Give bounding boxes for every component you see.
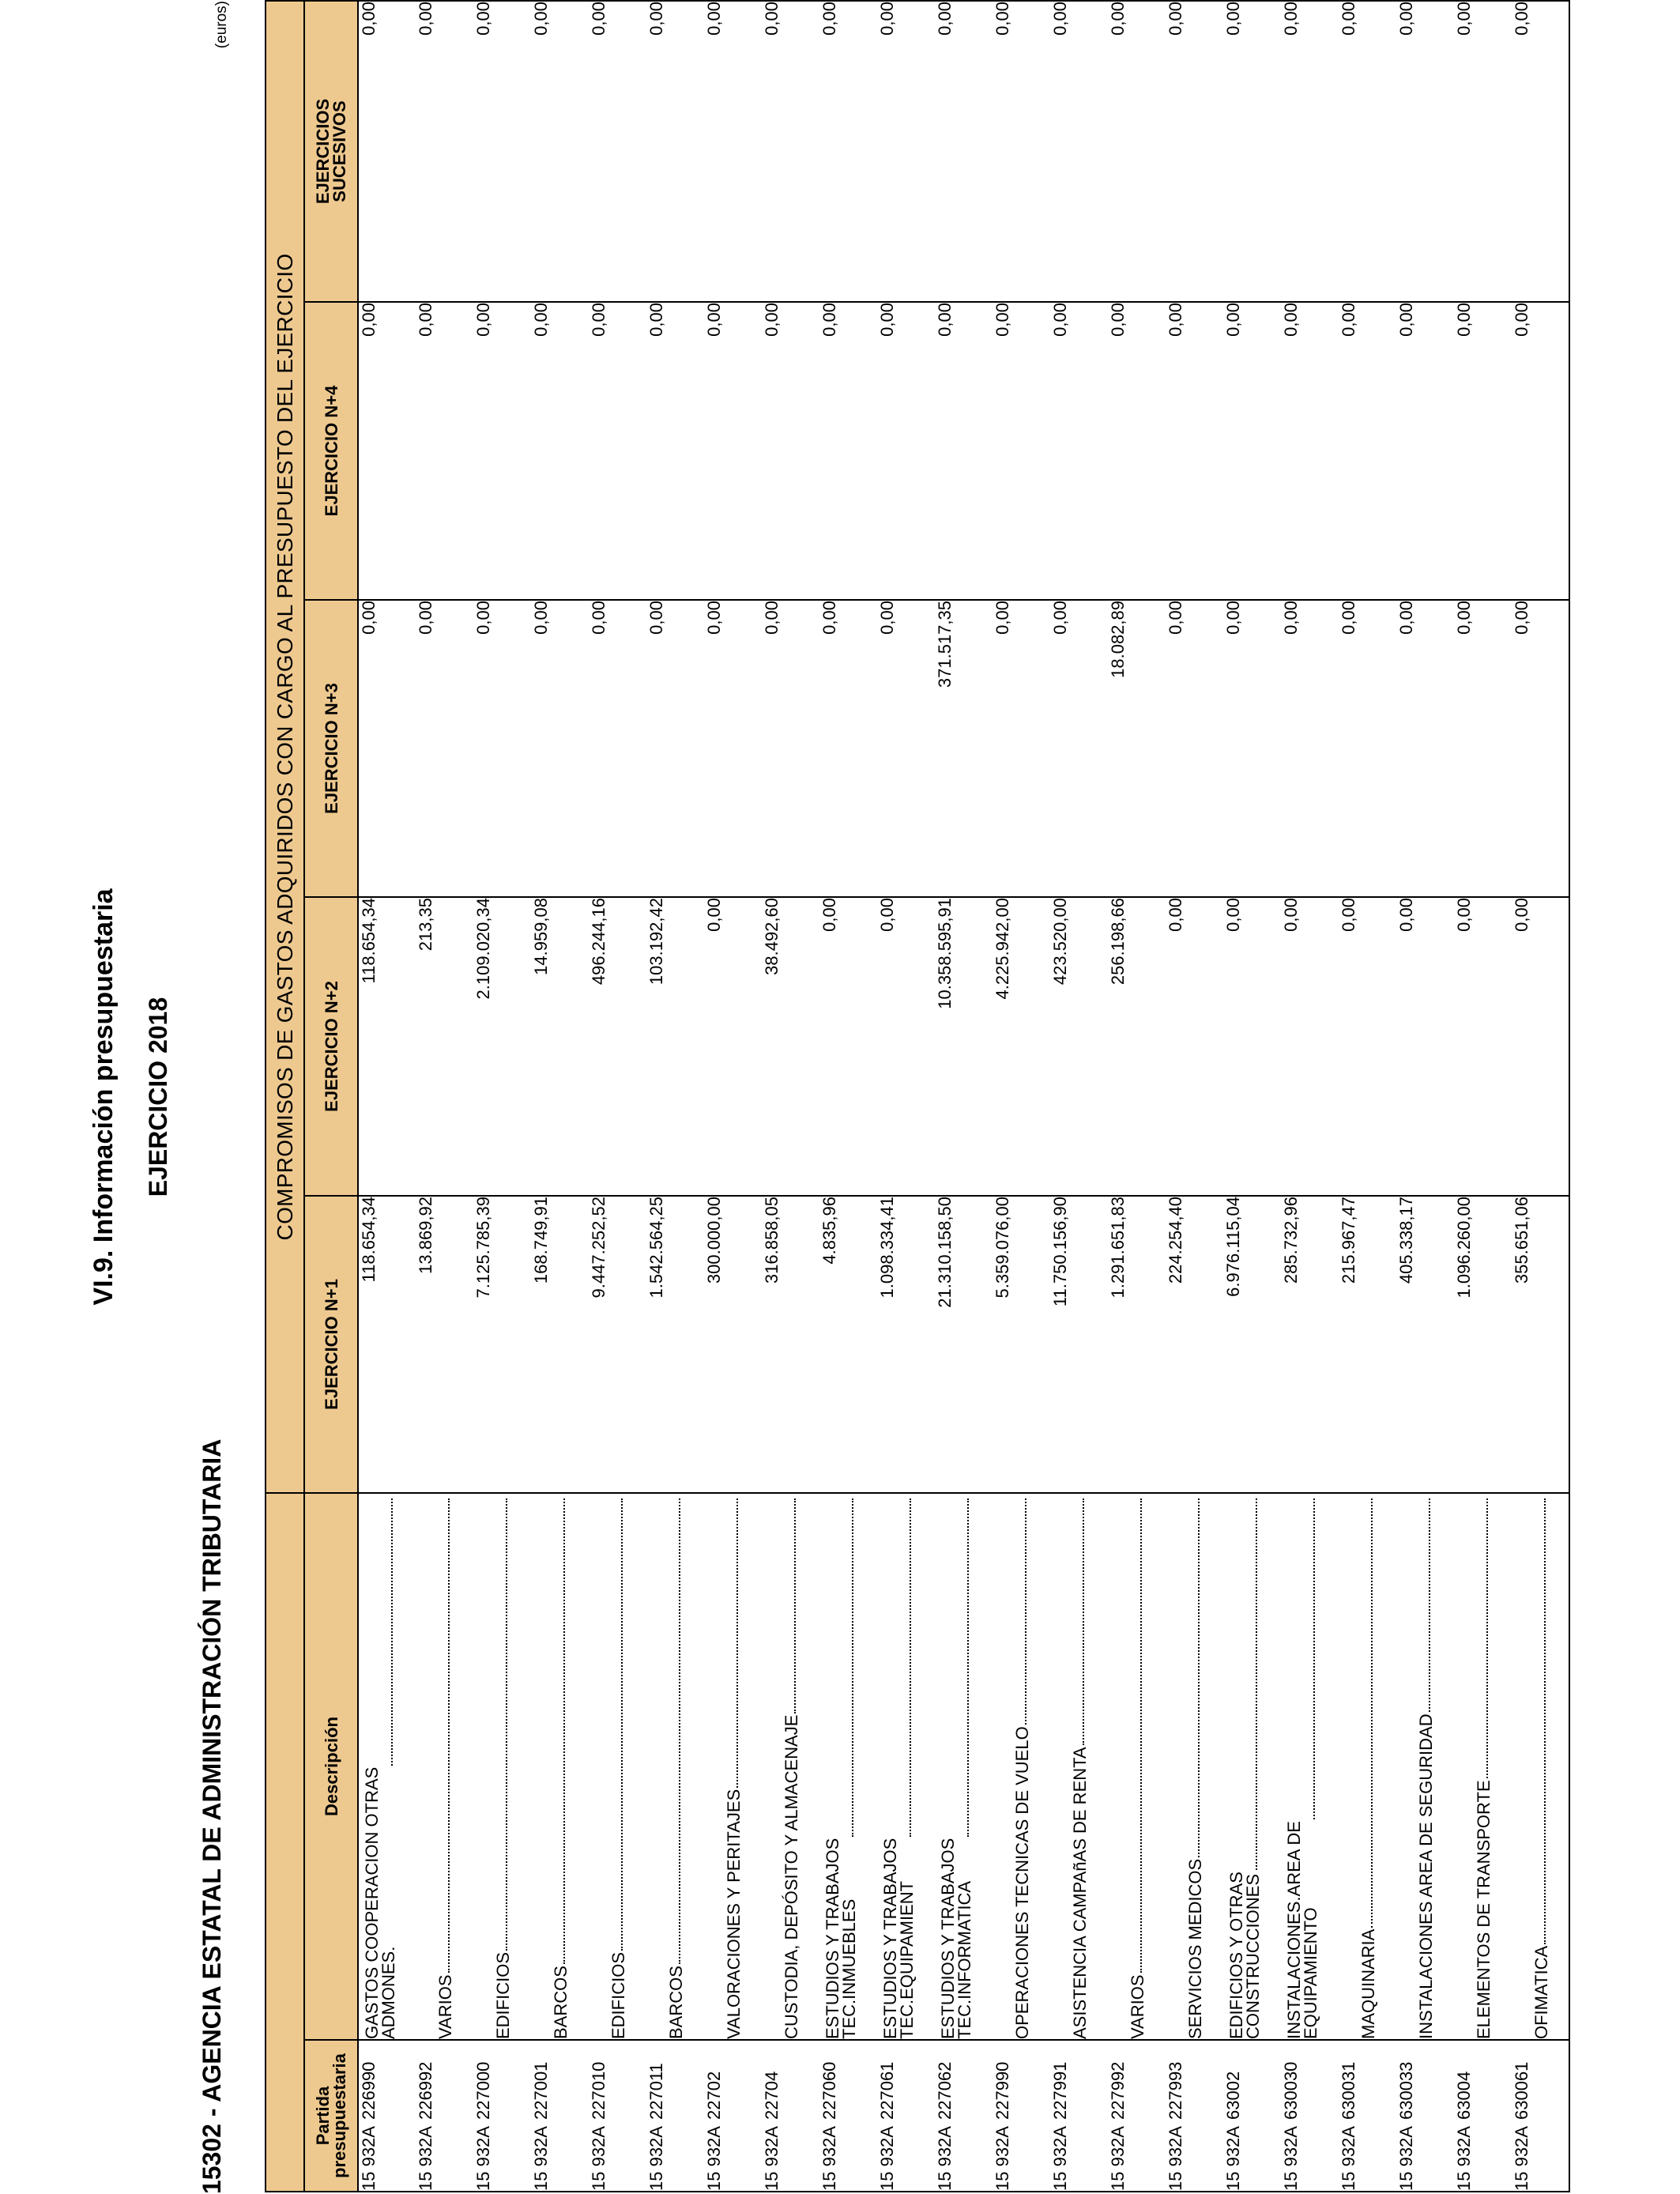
value-n2: 0,00 xyxy=(1512,897,1569,1196)
table-row xyxy=(1454,1,1512,2192)
description-cell xyxy=(1396,1493,1454,2040)
table-row xyxy=(1050,1,1108,2192)
description-text: ELEMENTOS DE TRANSPORTE xyxy=(1474,1780,1494,2039)
partida-cell xyxy=(416,2040,473,2192)
value-n4: 0,00 xyxy=(646,302,704,600)
program-code: 15 932A xyxy=(704,2126,724,2191)
value-n3: 0,00 xyxy=(531,600,589,897)
table-body xyxy=(358,1,1569,2192)
value-n2: 0,00 xyxy=(877,897,935,1196)
value-n3: 0,00 xyxy=(1281,600,1339,897)
value-n2: 118.654,34 xyxy=(358,897,416,1196)
value-n3: 0,00 xyxy=(1166,600,1223,897)
dot-leader xyxy=(1428,1498,1430,1712)
col-header-n4: EJERCICIO N+4 xyxy=(304,302,358,600)
description-text: EDIFICIOS xyxy=(608,1951,628,2039)
table-row xyxy=(819,1,877,2192)
value-n2: 0,00 xyxy=(1166,897,1223,1196)
description-text: ESTUDIOS Y TRABAJOS TEC.INMUEBLES xyxy=(823,1838,859,2039)
partida-cell xyxy=(993,2040,1050,2192)
partida-cell xyxy=(473,2040,531,2192)
value-sucesivos: 0,00 xyxy=(1512,1,1569,302)
value-n4: 0,00 xyxy=(1166,302,1223,600)
value-n1: 355.651,06 xyxy=(1512,1196,1569,1493)
dot-leader xyxy=(736,1498,738,1788)
value-sucesivos: 0,00 xyxy=(704,1,762,302)
value-n1: 300.000,00 xyxy=(704,1196,762,1493)
value-n4: 0,00 xyxy=(993,302,1050,600)
dot-leader xyxy=(1082,1498,1084,1745)
value-n2: 256.198,66 xyxy=(1108,897,1166,1196)
partida-cell xyxy=(646,2040,704,2192)
table-row xyxy=(358,1,416,2192)
value-n4: 0,00 xyxy=(358,302,416,600)
description-cell xyxy=(416,1493,473,2040)
value-n2: 103.192,42 xyxy=(646,897,704,1196)
value-n2: 0,00 xyxy=(1223,897,1281,1196)
program-code: 15 932A xyxy=(1281,2126,1301,2191)
value-n3: 18.082,89 xyxy=(1108,600,1166,897)
dot-leader xyxy=(447,1498,450,1973)
value-n1: 13.869,92 xyxy=(416,1196,473,1493)
value-n2: 38.492,60 xyxy=(762,897,819,1196)
value-n3: 0,00 xyxy=(1050,600,1108,897)
partida-cell xyxy=(1281,2040,1339,2192)
partida-code: 227992 xyxy=(1108,2061,1128,2120)
value-n1: 1.542.564,25 xyxy=(646,1196,704,1493)
program-code: 15 932A xyxy=(531,2126,551,2191)
value-sucesivos: 0,00 xyxy=(1396,1,1454,302)
value-sucesivos: 0,00 xyxy=(1108,1,1166,302)
description-text: INSTALACIONES AREA DE SEGURIDAD xyxy=(1416,1713,1436,2039)
partida-cell xyxy=(1050,2040,1108,2192)
partida-code: 630031 xyxy=(1339,2061,1358,2120)
description-text: VALORACIONES Y PERITAJES xyxy=(724,1789,744,2039)
description-text: EDIFICIOS xyxy=(493,1951,513,2039)
value-sucesivos: 0,00 xyxy=(1050,1,1108,302)
value-n4: 0,00 xyxy=(589,302,646,600)
value-n2: 423.520,00 xyxy=(1050,897,1108,1196)
program-code: 15 932A xyxy=(1454,2126,1474,2191)
table-row xyxy=(1223,1,1281,2192)
value-sucesivos: 0,00 xyxy=(877,1,935,302)
partida-cell xyxy=(704,2040,762,2192)
value-n3: 0,00 xyxy=(1339,600,1396,897)
value-n4: 0,00 xyxy=(935,302,993,600)
partida-code: 630030 xyxy=(1281,2061,1301,2120)
description-text: BARCOS xyxy=(551,1966,571,2039)
value-n3: 0,00 xyxy=(589,600,646,897)
col-header-n1: EJERCICIO N+1 xyxy=(304,1196,358,1493)
partida-code: 227000 xyxy=(473,2061,493,2120)
table-row xyxy=(704,1,762,2192)
table-row xyxy=(1108,1,1166,2192)
table-row xyxy=(935,1,993,2192)
value-n1: 5.359.076,00 xyxy=(993,1196,1050,1493)
value-n1: 21.310.158,50 xyxy=(935,1196,993,1493)
value-sucesivos: 0,00 xyxy=(819,1,877,302)
dot-leader xyxy=(1313,1498,1315,1819)
description-cell xyxy=(646,1493,704,2040)
dot-leader xyxy=(1486,1498,1488,1778)
dot-leader xyxy=(678,1498,680,1964)
description-text: VARIOS xyxy=(435,1974,455,2039)
description-cell xyxy=(1454,1493,1512,2040)
value-sucesivos: 0,00 xyxy=(1454,1,1512,302)
value-n3: 0,00 xyxy=(1223,600,1281,897)
table-row xyxy=(1281,1,1339,2192)
program-code: 15 932A xyxy=(935,2126,955,2191)
value-n2: 10.358.595,91 xyxy=(935,897,993,1196)
value-n4: 0,00 xyxy=(819,302,877,600)
value-sucesivos: 0,00 xyxy=(935,1,993,302)
description-text: ASISTENCIA CAMPAñAS DE RENTA xyxy=(1070,1747,1090,2039)
value-n1: 316.858,05 xyxy=(762,1196,819,1493)
value-n3: 0,00 xyxy=(993,600,1050,897)
value-n2: 496.244,16 xyxy=(589,897,646,1196)
value-sucesivos: 0,00 xyxy=(1281,1,1339,302)
description-cell xyxy=(1108,1493,1166,2040)
program-code: 15 932A xyxy=(416,2126,435,2191)
description-text: ESTUDIOS Y TRABAJOS TEC.EQUIPAMIENT xyxy=(880,1838,917,2039)
partida-cell xyxy=(1396,2040,1454,2192)
value-sucesivos: 0,00 xyxy=(1339,1,1396,302)
partida-cell xyxy=(358,2040,416,2192)
value-n3: 371.517,35 xyxy=(935,600,993,897)
value-n1: 405.338,17 xyxy=(1396,1196,1454,1493)
partida-cell xyxy=(1454,2040,1512,2192)
description-cell xyxy=(1512,1493,1569,2040)
table-row xyxy=(762,1,819,2192)
value-n4: 0,00 xyxy=(704,302,762,600)
description-cell xyxy=(1223,1493,1281,2040)
value-n4: 0,00 xyxy=(1396,302,1454,600)
value-n4: 0,00 xyxy=(1454,302,1512,600)
program-code: 15 932A xyxy=(1108,2126,1128,2191)
description-cell xyxy=(877,1493,935,2040)
partida-code: 227001 xyxy=(531,2061,551,2120)
partida-cell xyxy=(1166,2040,1223,2192)
program-code: 15 932A xyxy=(646,2126,666,2191)
partida-code: 227991 xyxy=(1050,2061,1070,2120)
partida-code: 227990 xyxy=(993,2061,1012,2120)
dot-leader xyxy=(620,1498,623,1951)
program-code: 15 932A xyxy=(1166,2126,1185,2191)
value-n1: 1.098.334,41 xyxy=(877,1196,935,1493)
partida-cell xyxy=(1339,2040,1396,2192)
value-n3: 0,00 xyxy=(1396,600,1454,897)
partida-cell xyxy=(819,2040,877,2192)
description-cell xyxy=(531,1493,589,2040)
dot-leader xyxy=(966,1498,969,1837)
dot-leader xyxy=(505,1498,507,1951)
value-n4: 0,00 xyxy=(1512,302,1569,600)
partida-cell xyxy=(935,2040,993,2192)
table-row xyxy=(1512,1,1569,2192)
partida-cell xyxy=(1223,2040,1281,2192)
value-n3: 0,00 xyxy=(358,600,416,897)
value-n3: 0,00 xyxy=(473,600,531,897)
description-text: INSTALACIONES.AREA DE EQUIPAMIENTO xyxy=(1284,1821,1320,2039)
description-cell xyxy=(935,1493,993,2040)
description-cell xyxy=(589,1493,646,2040)
description-text: VARIOS xyxy=(1128,1974,1147,2039)
value-n1: 6.976.115,04 xyxy=(1223,1196,1281,1493)
program-code: 15 932A xyxy=(877,2126,897,2191)
program-code: 15 932A xyxy=(1339,2126,1358,2191)
col-header-n2: EJERCICIO N+2 xyxy=(304,897,358,1196)
partida-cell xyxy=(1512,2040,1569,2192)
dot-leader xyxy=(1024,1498,1026,1725)
value-n1: 4.835,96 xyxy=(819,1196,877,1493)
partida-code: 227062 xyxy=(935,2061,955,2120)
description-cell xyxy=(358,1493,416,2040)
value-n3: 0,00 xyxy=(704,600,762,897)
dot-leader xyxy=(851,1498,853,1837)
description-cell xyxy=(704,1493,762,2040)
value-n4: 0,00 xyxy=(473,302,531,600)
table-row xyxy=(993,1,1050,2192)
entity-title: 15302 - AGENCIA ESTATAL DE ADMINISTRACIÓN TRIBUTARIA xyxy=(198,1438,226,2194)
partida-code: 630061 xyxy=(1512,2061,1531,2120)
description-text: OPERACIONES TECNICAS DE VUELO xyxy=(1012,1726,1032,2039)
value-n2: 4.225.942,00 xyxy=(993,897,1050,1196)
partida-code: 63002 xyxy=(1223,2071,1243,2120)
value-n4: 0,00 xyxy=(531,302,589,600)
value-n2: 0,00 xyxy=(1396,897,1454,1196)
value-n1: 1.096.260,00 xyxy=(1454,1196,1512,1493)
col-header-partida: Partida presupuestaria xyxy=(304,2040,358,2192)
table-row xyxy=(1339,1,1396,2192)
description-cell xyxy=(762,1493,819,2040)
partida-code: 630033 xyxy=(1396,2061,1416,2120)
description-cell xyxy=(1339,1493,1396,2040)
value-n1: 11.750.156,90 xyxy=(1050,1196,1108,1493)
table-row xyxy=(646,1,704,2192)
partida-code: 22702 xyxy=(704,2071,724,2120)
table-row xyxy=(1166,1,1223,2192)
section-title: VI.9. Información presupuestaria xyxy=(89,888,119,1306)
value-n3: 0,00 xyxy=(646,600,704,897)
value-sucesivos: 0,00 xyxy=(589,1,646,302)
dot-leader xyxy=(1255,1498,1257,1870)
value-n3: 0,00 xyxy=(819,600,877,897)
program-code: 15 932A xyxy=(473,2126,493,2191)
partida-cell xyxy=(877,2040,935,2192)
units-label: (euros) xyxy=(213,1,230,49)
description-cell xyxy=(819,1493,877,2040)
description-cell xyxy=(993,1493,1050,2040)
table-row xyxy=(589,1,646,2192)
partida-cell xyxy=(589,2040,646,2192)
program-code: 15 932A xyxy=(1050,2126,1070,2191)
value-n1: 7.125.785,39 xyxy=(473,1196,531,1493)
description-text: SERVICIOS MEDICOS xyxy=(1185,1858,1205,2039)
partida-code: 227993 xyxy=(1166,2061,1185,2120)
partida-code: 226990 xyxy=(359,2061,379,2120)
value-n4: 0,00 xyxy=(416,302,473,600)
group-header: COMPROMISOS DE GASTOS ADQUIRIDOS CON CARGO AL PRESUPUESTO DEL EJERCICIO xyxy=(266,1,304,1493)
value-n2: 0,00 xyxy=(704,897,762,1196)
value-n2: 0,00 xyxy=(819,897,877,1196)
commitments-table xyxy=(265,0,1570,2192)
value-n1: 285.732,96 xyxy=(1281,1196,1339,1493)
col-header-descripcion: Descripción xyxy=(304,1493,358,2040)
program-code: 15 932A xyxy=(762,2126,782,2191)
partida-code: 227011 xyxy=(646,2063,666,2120)
year-title: EJERCICIO 2018 xyxy=(144,997,172,1197)
value-n1: 9.447.252,52 xyxy=(589,1196,646,1493)
description-text: EDIFICIOS Y OTRAS CONSTRUCCIONES xyxy=(1226,1872,1263,2039)
col-header-sucesivos: EJERCICIOS SUCESIVOS xyxy=(304,1,358,302)
program-code: 15 932A xyxy=(993,2126,1012,2191)
value-sucesivos: 0,00 xyxy=(993,1,1050,302)
dot-leader xyxy=(390,1498,393,1766)
value-n3: 0,00 xyxy=(416,600,473,897)
program-code: 15 932A xyxy=(359,2126,379,2191)
table-row xyxy=(1396,1,1454,2192)
program-code: 15 932A xyxy=(1512,2126,1531,2191)
value-n4: 0,00 xyxy=(1223,302,1281,600)
description-cell xyxy=(1050,1493,1108,2040)
program-code: 15 932A xyxy=(1223,2126,1243,2191)
value-n1: 168.749,91 xyxy=(531,1196,589,1493)
table-row xyxy=(416,1,473,2192)
partida-code: 226992 xyxy=(416,2061,435,2120)
partida-cell xyxy=(531,2040,589,2192)
value-n2: 0,00 xyxy=(1281,897,1339,1196)
value-n2: 213,35 xyxy=(416,897,473,1196)
table-row xyxy=(877,1,935,2192)
value-n1: 215.967,47 xyxy=(1339,1196,1396,1493)
value-sucesivos: 0,00 xyxy=(473,1,531,302)
description-cell xyxy=(473,1493,531,2040)
description-cell xyxy=(1166,1493,1223,2040)
value-n2: 0,00 xyxy=(1339,897,1396,1196)
header-band xyxy=(266,1493,304,2192)
dot-leader xyxy=(793,1498,796,1713)
value-sucesivos: 0,00 xyxy=(1223,1,1281,302)
col-header-n3: EJERCICIO N+3 xyxy=(304,600,358,897)
description-text: CUSTODIA, DEPÓSITO Y ALMACENAJE xyxy=(782,1714,801,2039)
value-sucesivos: 0,00 xyxy=(531,1,589,302)
program-code: 15 932A xyxy=(1396,2126,1416,2191)
partida-code: 227061 xyxy=(877,2061,897,2120)
program-code: 15 932A xyxy=(819,2126,839,2191)
value-n3: 0,00 xyxy=(1454,600,1512,897)
description-text: OFIMATICA xyxy=(1531,1945,1551,2039)
value-n1: 118.654,34 xyxy=(358,1196,416,1493)
value-n4: 0,00 xyxy=(1281,302,1339,600)
description-cell xyxy=(1281,1493,1339,2040)
value-n2: 2.109.020,34 xyxy=(473,897,531,1196)
partida-code: 227060 xyxy=(819,2061,839,2120)
description-text: GASTOS COOPERACION OTRAS ADMONES. xyxy=(362,1766,398,2039)
value-sucesivos: 0,00 xyxy=(358,1,416,302)
value-n4: 0,00 xyxy=(1339,302,1396,600)
value-n2: 0,00 xyxy=(1454,897,1512,1196)
value-sucesivos: 0,00 xyxy=(646,1,704,302)
value-n4: 0,00 xyxy=(1050,302,1108,600)
partida-cell xyxy=(762,2040,819,2192)
description-text: MAQUINARIA xyxy=(1358,1928,1378,2039)
dot-leader xyxy=(563,1498,565,1964)
table-row xyxy=(531,1,589,2192)
value-n3: 0,00 xyxy=(877,600,935,897)
value-sucesivos: 0,00 xyxy=(762,1,819,302)
partida-code: 227010 xyxy=(589,2061,608,2120)
value-sucesivos: 0,00 xyxy=(416,1,473,302)
dot-leader xyxy=(909,1498,911,1837)
value-n4: 0,00 xyxy=(762,302,819,600)
value-n1: 1.291.651,83 xyxy=(1108,1196,1166,1493)
value-n2: 14.959,08 xyxy=(531,897,589,1196)
dot-leader xyxy=(1197,1498,1200,1857)
value-n4: 0,00 xyxy=(877,302,935,600)
value-sucesivos: 0,00 xyxy=(1166,1,1223,302)
value-n3: 0,00 xyxy=(1512,600,1569,897)
program-code: 15 932A xyxy=(589,2126,608,2191)
value-n3: 0,00 xyxy=(762,600,819,897)
table-row xyxy=(473,1,531,2192)
partida-code: 63004 xyxy=(1454,2071,1474,2120)
partida-cell xyxy=(1108,2040,1166,2192)
description-text: ESTUDIOS Y TRABAJOS TEC.INFORMATICA xyxy=(938,1838,974,2039)
value-n1: 224.254,40 xyxy=(1166,1196,1223,1493)
partida-code: 22704 xyxy=(762,2071,782,2120)
dot-leader xyxy=(1543,1498,1546,1944)
value-n4: 0,00 xyxy=(1108,302,1166,600)
dot-leader xyxy=(1139,1498,1142,1973)
dot-leader xyxy=(1370,1498,1373,1928)
description-text: BARCOS xyxy=(666,1966,686,2039)
